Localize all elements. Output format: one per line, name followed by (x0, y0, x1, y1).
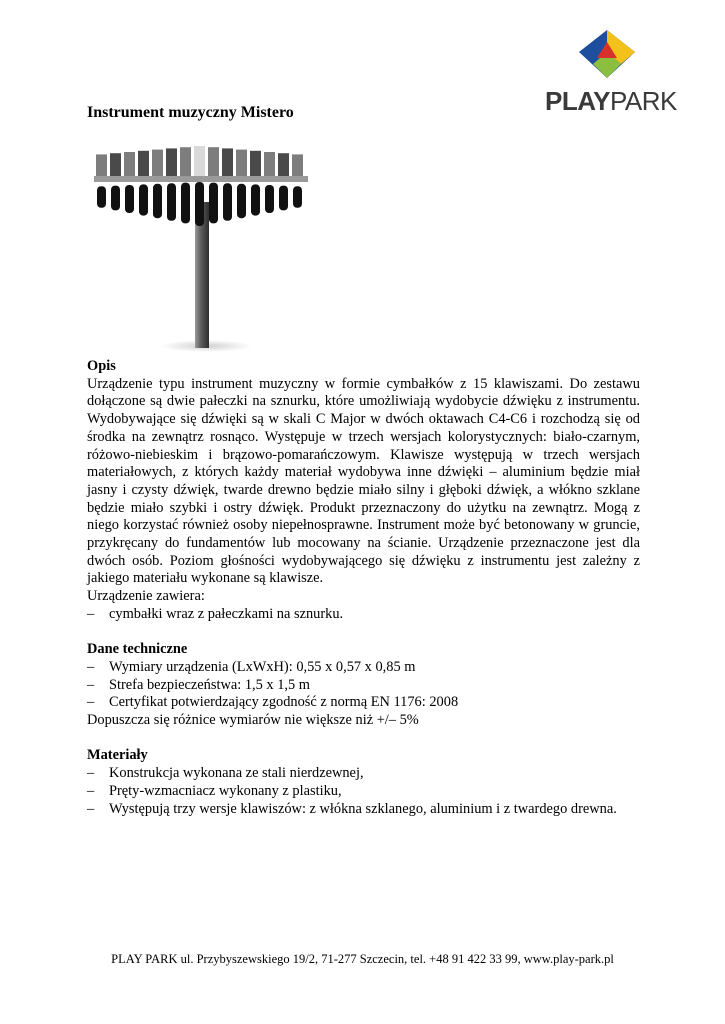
resonator-tube (209, 183, 218, 224)
instrument-key (194, 146, 205, 176)
instrument-key (250, 151, 261, 179)
playpark-logo-icon (577, 28, 637, 84)
dane-heading: Dane techniczne (87, 641, 188, 658)
resonator-tube (97, 186, 106, 208)
list-item: – Certyfikat potwierdzający zgodność z normą EN 1176: 2008 (87, 694, 640, 712)
instrument-frame (94, 176, 308, 182)
instrument-key (110, 153, 121, 179)
contains-list (87, 606, 640, 624)
instrument-key (124, 152, 135, 179)
resonator-tube (153, 184, 162, 218)
playpark-logo (545, 28, 675, 118)
resonator-tube (195, 182, 204, 226)
list-item: – Konstrukcja wykonana ze stali nierdzewnej, (87, 765, 640, 783)
list-item: – Występują trzy wersje klawiszów: z włókna szklanego, aluminium i z twardego drewna. (87, 801, 640, 819)
list-item: – Wymiary urządzenia (LxWxH): 0,55 x 0,57 x 0,85 m (87, 659, 640, 677)
instrument-key (264, 152, 275, 179)
instrument-keys (94, 146, 308, 226)
product-image (86, 132, 318, 354)
instrument-key (152, 150, 163, 178)
tolerance-note: Dopuszcza się różnice wymiarów nie większe niż +/– 5% (87, 712, 419, 729)
resonator-tube (251, 184, 260, 215)
instrument-key (180, 147, 191, 176)
page-title: Instrument muzyczny Mistero (87, 104, 294, 121)
logo-wordmark: PLAYPARK (545, 86, 677, 116)
instrument-key (236, 150, 247, 178)
materialy-heading: Materiały (87, 747, 148, 764)
content (87, 358, 640, 818)
resonator-tube (237, 184, 246, 218)
resonator-tube (181, 183, 190, 224)
resonator-tube (167, 183, 176, 221)
opis-paragraph: Urządzenie typu instrument muzyczny w formie cymbałków z 15 klawiszami. Do zestawu dołączone są dwie pałeczki na sznurku, które umożliwiają wydobycie dźwięku z instrumentu. Wydobywające się dźwięki są w skali C Major w dwóch oktawach C4-C6 i rozchodzą się od środka na zewnątrz rosnąco. Występuje w trzech wersjach kolorystycznych: biało-czarnym, różowo-niebieskim i brązowo-pomarańczowym. Klawisze występują w trzech wersjach materiałowych, z których każdy materiał wydobywa inne dźwięki – aluminium będzie miał jasny i czysty dźwięk, twarde drewno będzie miało silny i głęboki dźwięk, a włókno szklane będzie miało szybki i ostry dźwięk. Produkt przeznaczony do użytku na zewnątrz. Mogą z niego korzystać również osoby niepełnosprawne. Instrument może być betonowany w gruncie, przykręcany do fundamentów lub mocowany na ścianie. Urządzenie przeznaczone jest dla dwóch osób. Poziom głośności wydobywającego się dźwięku z instrumentu jest zależny z jakiego materiału wykonane są klawisze. (87, 375, 640, 587)
instrument-key (278, 153, 289, 179)
dane-list (87, 659, 640, 712)
instrument-key (166, 148, 177, 177)
resonator-tube (279, 186, 288, 211)
opis-heading: Opis (87, 358, 116, 374)
instrument-key (208, 147, 219, 176)
resonator-tube (139, 184, 148, 215)
instrument-key (138, 151, 149, 179)
list-item: – Pręty-wzmacniacz wykonany z plastiku, (87, 783, 640, 801)
resonator-tube (265, 185, 274, 213)
footer-address: PLAY PARK ul. Przybyszewskiego 19/2, 71-277 Szczecin, tel. +48 91 422 33 99, www.play-park.pl (111, 952, 614, 966)
instrument-key (222, 148, 233, 177)
list-item: – Strefa bezpieczeństwa: 1,5 x 1,5 m (87, 677, 640, 695)
resonator-tube (223, 183, 232, 221)
resonator-tube (111, 186, 120, 211)
contains-label: Urządzenie zawiera: (87, 588, 205, 605)
resonator-tube (293, 186, 302, 208)
resonator-tube (125, 185, 134, 213)
list-item: – cymbałki wraz z pałeczkami na sznurku. (87, 606, 640, 624)
materialy-list (87, 765, 640, 818)
